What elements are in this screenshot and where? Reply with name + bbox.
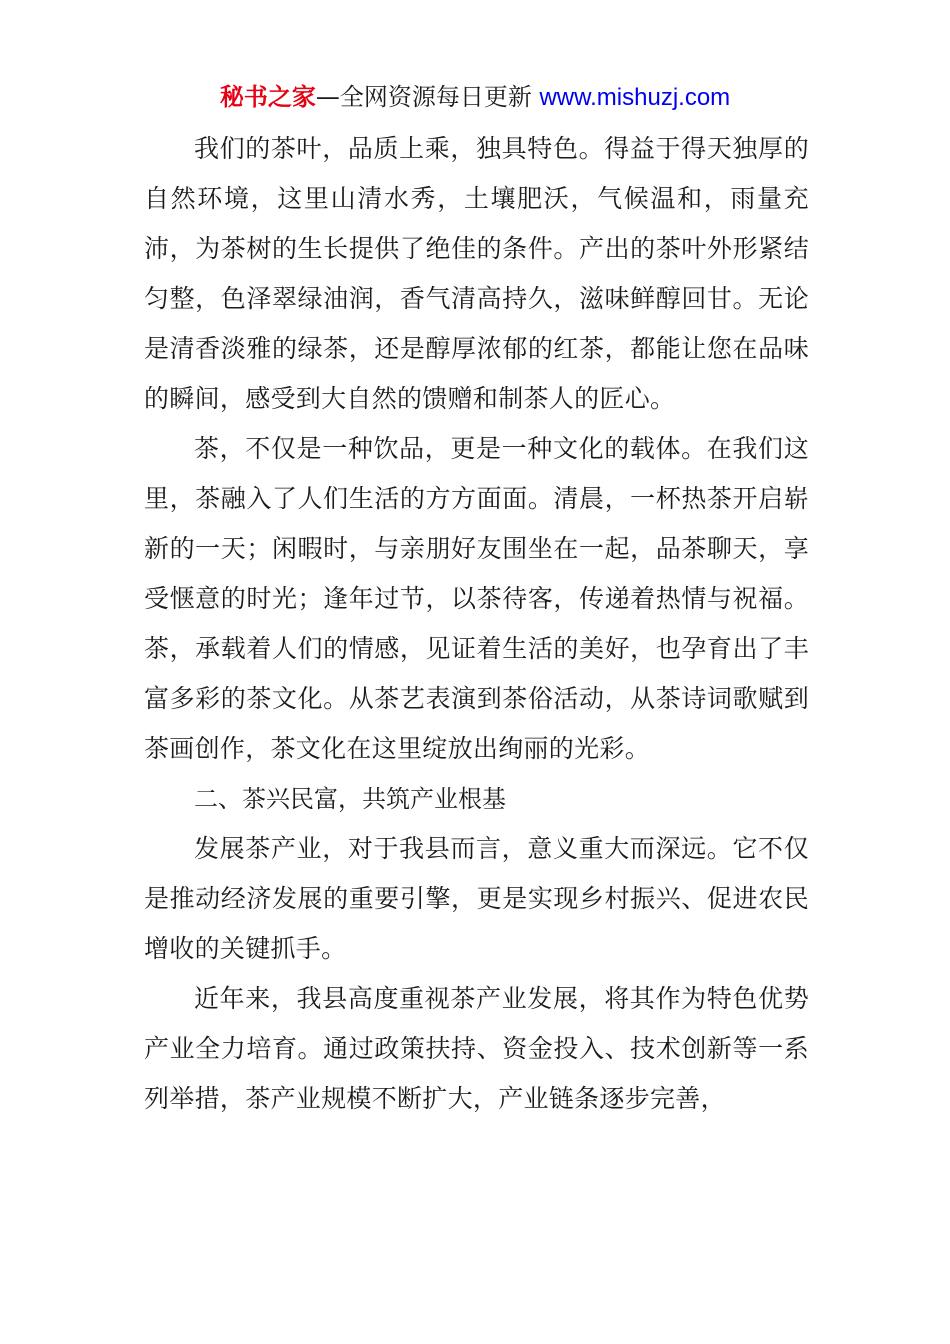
site-brand: 秘书之家 <box>219 83 316 111</box>
paragraph-tea-quality: 我们的茶叶，品质上乘，独具特色。得益于得天独厚的自然环境，这里山清水秀，土壤肥沃，气候温和，雨量充沛，为茶树的生长提供了绝佳的条件。产出的茶叶外形紧结匀整，色泽翠绿油润，香气清高持久，滋味鲜醇回甘。无论是清香淡雅的绿茶，还是醇厚浓郁的红茶，都能让您在品味的瞬间，感受到大自然的馈赠和制茶人的匠心。 <box>144 134 809 413</box>
section-heading: 二、茶兴民富，共筑产业根基 <box>194 785 506 813</box>
paragraph-industry-development: 近年来，我县高度重视茶产业发展，将其作为特色优势产业全力培育。通过政策扶持、资金投入、技术创新等一系列举措，茶产业规模不断扩大，产业链条逐步完善， <box>144 984 809 1113</box>
paragraph-tea-culture: 茶，不仅是一种饮品，更是一种文化的载体。在我们这里，茶融入了人们生活的方方面面。清晨，一杯热茶开启崭新的一天；闲暇时，与亲朋好友围坐在一起，品茶聊天，享受惬意的时光；逢年过节，以茶待客，传递着热情与祝福。茶，承载着人们的情感，见证着生活的美好，也孕育出了丰富多彩的茶文化。从茶艺表演到茶俗活动，从茶诗词歌赋到茶画创作，茶文化在这里绽放出绚丽的光彩。 <box>144 434 809 763</box>
site-tagline: —全网资源每日更新 <box>315 83 532 111</box>
page-header <box>0 81 950 114</box>
paragraph-industry-significance: 发展茶产业，对于我县而言，意义重大而深远。它不仅是推动经济发展的重要引擎，更是实现乡村振兴、促进农民增收的关键抓手。 <box>144 834 809 963</box>
document-body <box>144 124 809 1124</box>
site-url-link[interactable]: www.mishuzj.com <box>539 84 731 111</box>
